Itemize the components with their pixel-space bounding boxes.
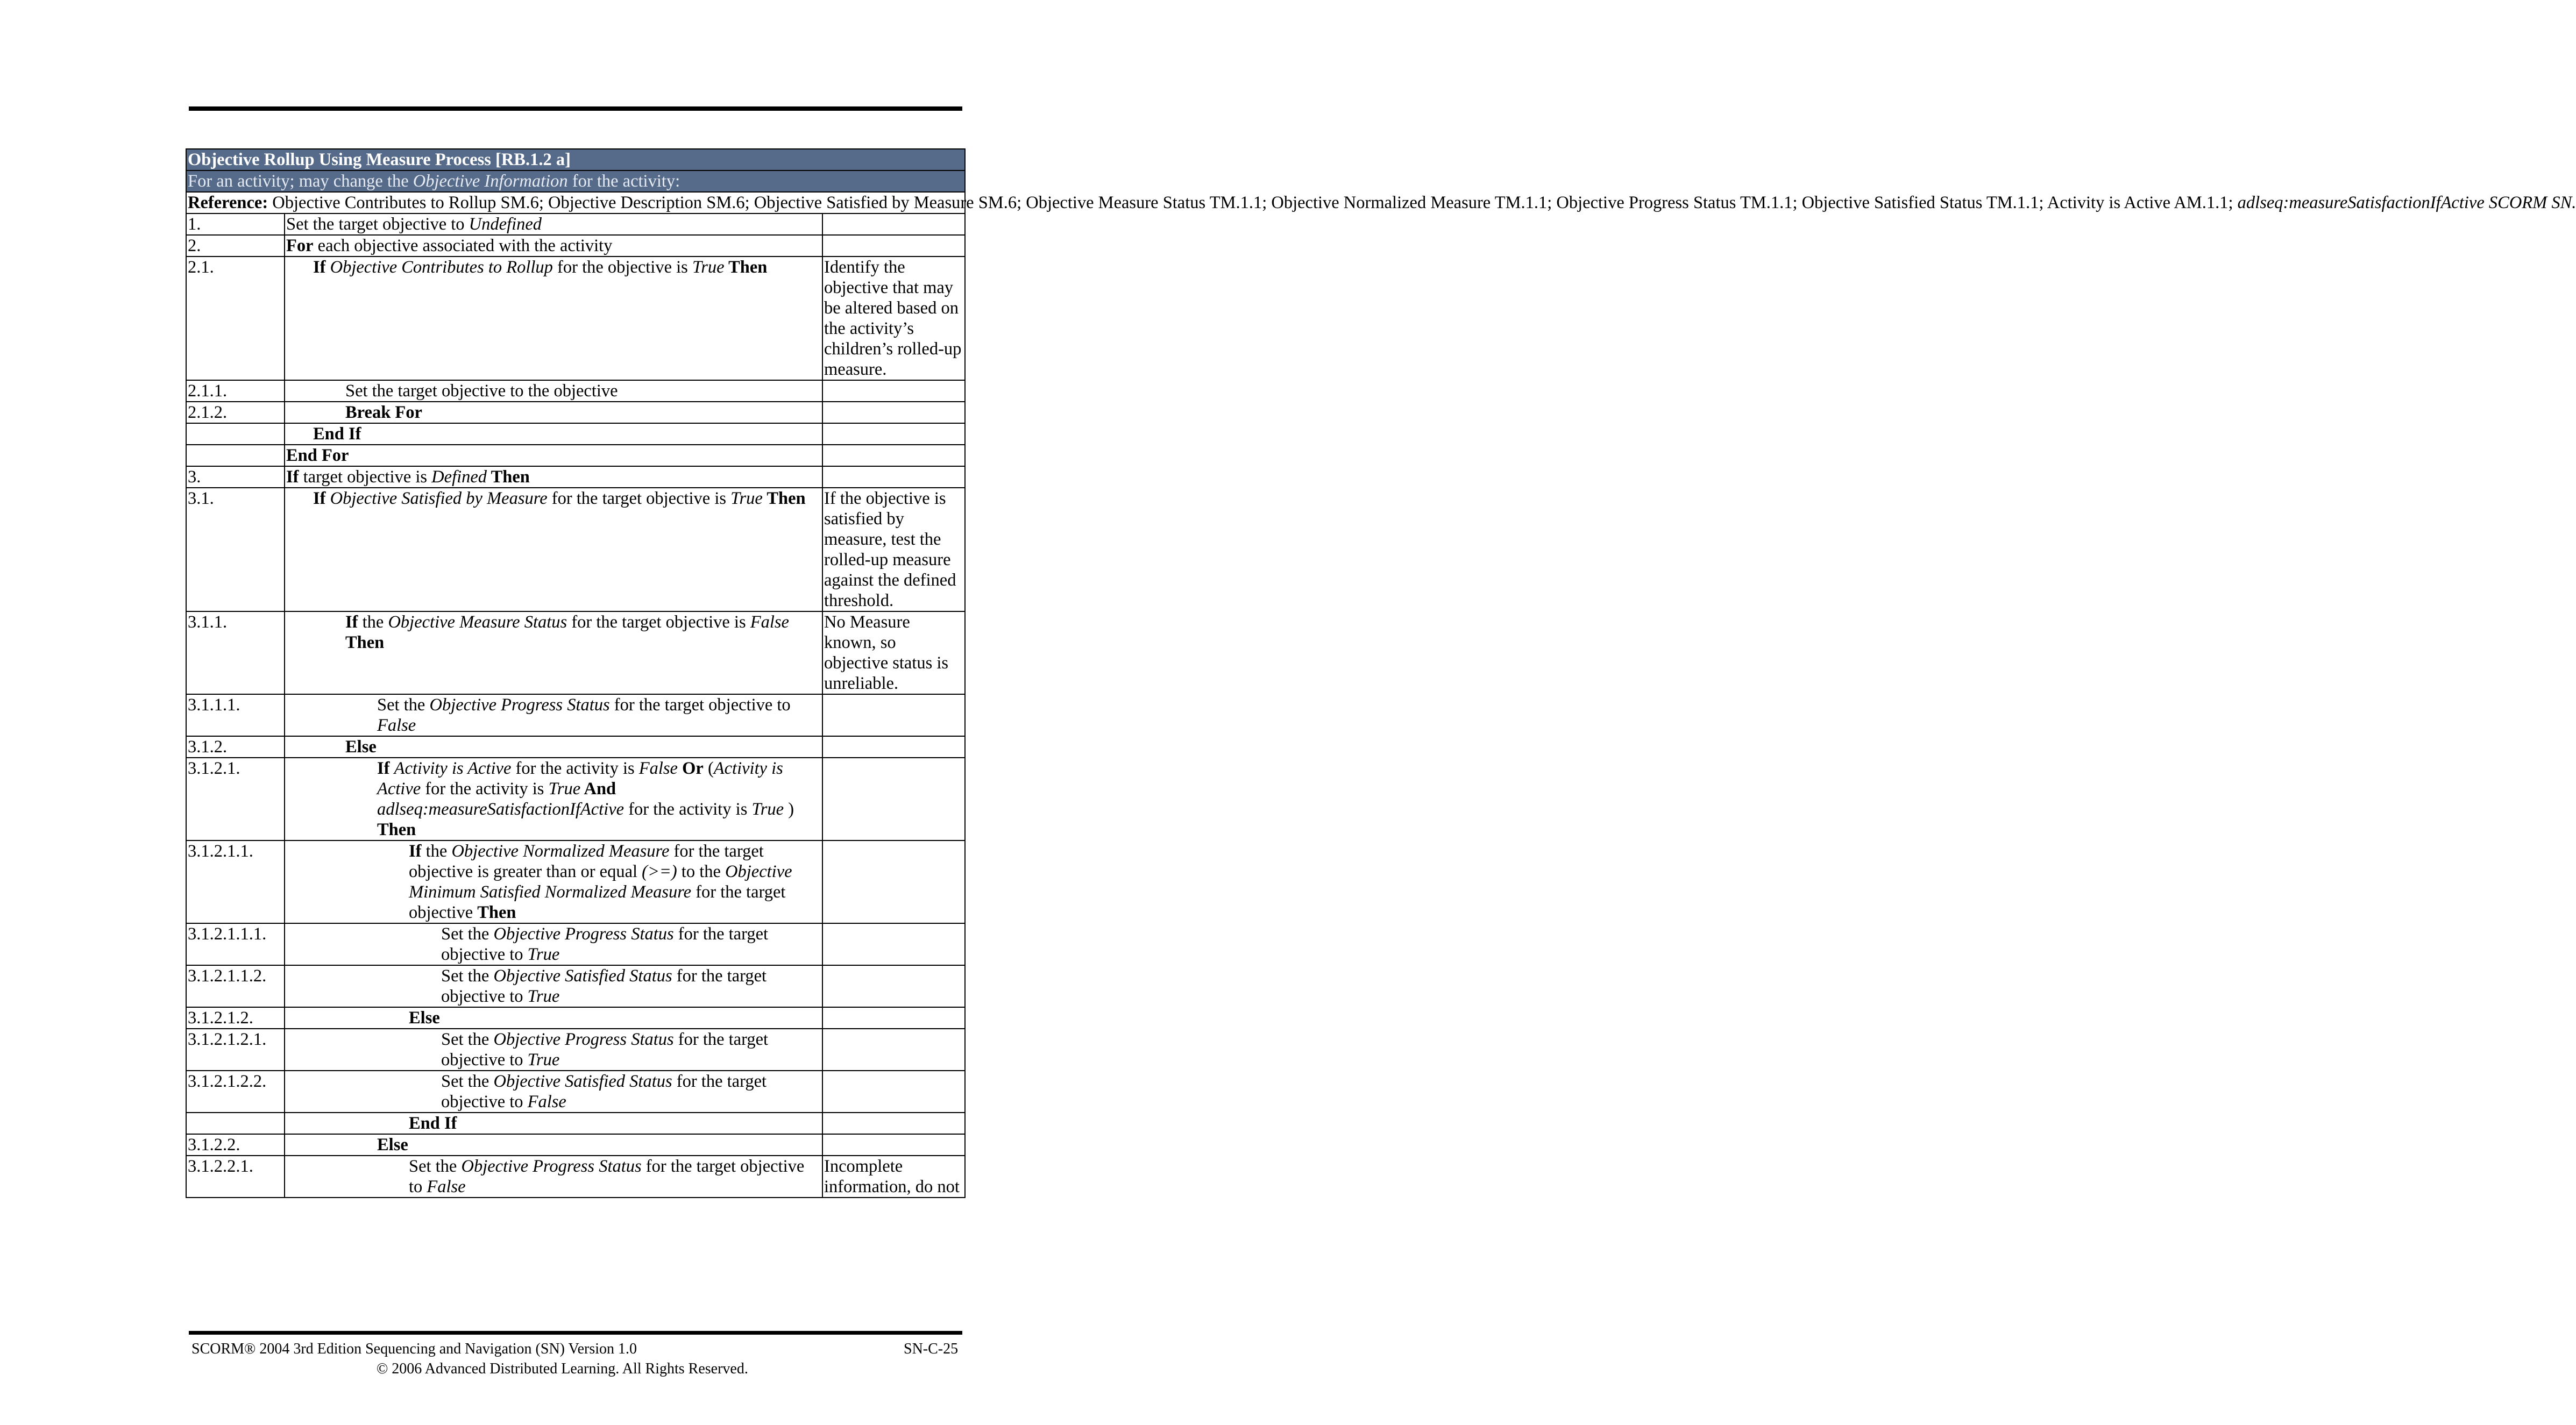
footer-copyright: © 2006 Advanced Distributed Learning. All Rights Reserved. — [377, 1360, 748, 1377]
step-text: Break For — [285, 402, 822, 423]
step-text: Else — [285, 736, 822, 758]
table-row — [186, 1156, 965, 1198]
step-note — [822, 213, 965, 235]
step-text: If the Objective Measure Status for the target objective is False Then — [285, 611, 822, 694]
step-number: 3.1.1. — [186, 611, 285, 694]
step-text: If Objective Satisfied by Measure for the target objective is True Then — [285, 488, 822, 611]
step-text: Set the Objective Satisfied Status for the target objective to False — [285, 1071, 822, 1113]
step-note — [822, 1007, 965, 1029]
table-row — [186, 402, 965, 423]
table-row — [186, 1134, 965, 1156]
footer-document-title: SCORM® 2004 3rd Edition Sequencing and Navigation (SN) Version 1.0 — [191, 1341, 637, 1357]
step-number: 3.1.2.2. — [186, 1134, 285, 1156]
step-note — [822, 758, 965, 840]
step-number: 3.1.2.1. — [186, 758, 285, 840]
table-row — [186, 488, 965, 611]
step-note — [822, 1071, 965, 1113]
reference-row — [186, 192, 965, 213]
step-number: 3.1. — [186, 488, 285, 611]
table-row — [186, 840, 965, 923]
step-number: 3.1.2.1.2. — [186, 1007, 285, 1029]
table-subtitle-row — [186, 170, 965, 192]
table-row — [186, 758, 965, 840]
step-note — [822, 402, 965, 423]
table-row — [186, 736, 965, 758]
footer-page-number: SN-C-25 — [904, 1341, 959, 1357]
step-text: If target objective is Defined Then — [285, 466, 822, 488]
step-text: If Objective Contributes to Rollup for the objective is True Then — [285, 256, 822, 380]
step-text: Set the Objective Progress Status for the target objective to False — [285, 694, 822, 736]
table-row — [186, 1113, 965, 1134]
table-title-row — [186, 149, 965, 170]
step-number: 3.1.2.1.2.1. — [186, 1029, 285, 1071]
step-text: Set the Objective Progress Status for the target objective to True — [285, 923, 822, 965]
step-text: Set the target objective to Undefined — [285, 213, 822, 235]
reference-text: Reference: Objective Contributes to Rollup SM.6; Objective Description SM.6; Objective Satisfied by Measure SM.6; Objective Measure Status TM.1.1; Objective Normalized Measure TM.1.1; Objective Progress Status TM.1.1; Objective Satisfied Status TM.1.1; Activity is Active AM.1.1; adlseq:measureSatisfactionIfActive SCORM SN. — [186, 192, 965, 213]
header-rule — [189, 106, 962, 111]
step-number: 3.1.1.1. — [186, 694, 285, 736]
step-number — [186, 423, 285, 445]
step-text: If Activity is Active for the activity is False Or (Activity is Active for the activity is True And adlseq:measureSatisfactionIfActive for the activity is True ) Then — [285, 758, 822, 840]
step-number: 3.1.2.1.2.2. — [186, 1071, 285, 1113]
step-number: 3.1.2.1.1.2. — [186, 965, 285, 1007]
step-number: 3.1.2.2.1. — [186, 1156, 285, 1198]
step-note — [822, 445, 965, 466]
step-text: Set the target objective to the objective — [285, 380, 822, 402]
step-note — [822, 840, 965, 923]
step-text: Else — [285, 1007, 822, 1029]
step-text: If the Objective Normalized Measure for the target objective is greater than or equal (>=) to the Objective Minimum Satisfied Normalized Measure for the target objective Then — [285, 840, 822, 923]
step-text: Set the Objective Progress Status for the target objective to False — [285, 1156, 822, 1198]
step-number: 3.1.2.1.1. — [186, 840, 285, 923]
step-note — [822, 423, 965, 445]
table-row — [186, 1007, 965, 1029]
step-number: 1. — [186, 213, 285, 235]
table-row — [186, 965, 965, 1007]
table-row — [186, 466, 965, 488]
step-number: 3.1.2.1.1.1. — [186, 923, 285, 965]
table-row — [186, 611, 965, 694]
step-note — [822, 694, 965, 736]
table-row — [186, 256, 965, 380]
step-text: End If — [285, 1113, 822, 1134]
step-text: End For — [285, 445, 822, 466]
table-row — [186, 235, 965, 256]
step-note — [822, 923, 965, 965]
step-note — [822, 965, 965, 1007]
step-note — [822, 1029, 965, 1071]
table-row — [186, 923, 965, 965]
step-note — [822, 1134, 965, 1156]
step-text: For each objective associated with the activity — [285, 235, 822, 256]
table-row — [186, 213, 965, 235]
step-note — [822, 1113, 965, 1134]
step-number — [186, 1113, 285, 1134]
process-table — [186, 148, 2576, 1198]
step-number: 2.1. — [186, 256, 285, 380]
step-number: 3. — [186, 466, 285, 488]
table-row — [186, 423, 965, 445]
step-note — [822, 466, 965, 488]
step-number: 3.1.2. — [186, 736, 285, 758]
table-row — [186, 694, 965, 736]
footer-rule — [189, 1331, 962, 1335]
table-row — [186, 445, 965, 466]
table-subtitle: For an activity; may change the Objective Information for the activity: — [186, 170, 965, 192]
step-note: Identify the objective that may be altered based on the activity’s children’s rolled-up measure. — [822, 256, 965, 380]
table-row — [186, 1071, 965, 1113]
step-text: Set the Objective Progress Status for the target objective to True — [285, 1029, 822, 1071]
step-note: Incomplete information, do not — [822, 1156, 965, 1198]
step-text: End If — [285, 423, 822, 445]
table-row — [186, 1029, 965, 1071]
step-number — [186, 445, 285, 466]
step-number: 2. — [186, 235, 285, 256]
step-number: 2.1.1. — [186, 380, 285, 402]
step-note — [822, 235, 965, 256]
step-note: If the objective is satisfied by measure, test the rolled-up measure against the defined threshold. — [822, 488, 965, 611]
step-text: Set the Objective Satisfied Status for the target objective to True — [285, 965, 822, 1007]
table-row — [186, 380, 965, 402]
step-number: 2.1.2. — [186, 402, 285, 423]
step-note — [822, 380, 965, 402]
step-note: No Measure known, so objective status is unreliable. — [822, 611, 965, 694]
step-note — [822, 736, 965, 758]
step-text: Else — [285, 1134, 822, 1156]
table-title: Objective Rollup Using Measure Process [RB.1.2 a] — [186, 149, 965, 170]
